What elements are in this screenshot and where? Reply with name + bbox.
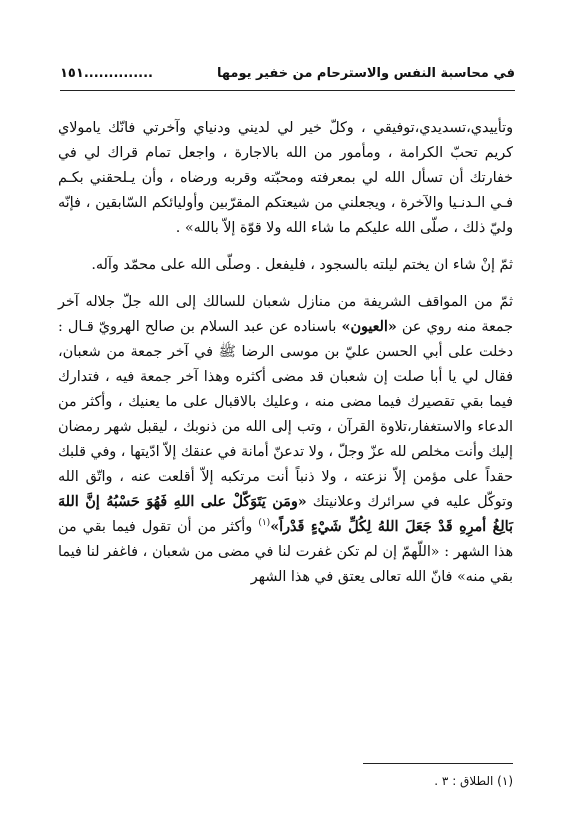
header-dots: .............. <box>83 66 153 81</box>
paragraph-3-intro: ثمّ من المواقف الشريفة من منازل شعبان للسالك إلى الله جلّ جلاله آخر جمعة منه روي عن <box>58 294 513 335</box>
quran-verse: «ومَن يَتَوَكّلْ على اللهِ فَهُوَ حَسْبُهُ إنَّ اللهَ بَالِغُ أمرِهِ قَدْ جَعَلَ اللهُ لِكُلِّ شَيْءٍ قَدْراً» <box>58 494 513 535</box>
paragraph-3-narration: باسناده عن عبد السلام بن صالح الهرويّ قـال : دخلت على أبي الحسن عليّ بن موسى الرضا ﷺ في آخر جمعة من شعبان، فقال لي يا أبا صلت إن شعبان قد مضى أكثره وهذا آخر جمعة فيه ، فتدارك فيما بقي تقصيرك فيما مضى منه ، وعليك بالاقبال على ما يعنيك ، وأكثر من الدعاء والاستغفار،تلاوة القرآن ، وتب إلى الله من ذنوبك ، ليقبل شهر رمضان إليك وأنت مخلص لله عزّ وجلّ ، ولا تدعنّ أمانة في عنقك إلاّ ادّيتها ، وفي قلبك حقداً على مؤمن إلاّ نزعته ، ولا ذنباً أنت مرتكبه إلاّ أقلعت عنه ، واتّق الله وتوكّل عليه في سرائرك وعلانيتك <box>58 319 514 510</box>
paragraph-2: ثمّ إنْ شاء ان يختم ليلته بالسجود ، فليفعل . وصلّى الله على محمّد وآله. <box>91 257 513 273</box>
running-header <box>60 62 515 86</box>
page-number: ١٥١ <box>60 66 84 81</box>
paragraph-1: وتأييدي،تسديدي،توفيقي ، وكلّ خير لي لديني ودنياي وآخرتي فانّك يامولاي كريم تحبّ الكرامة ، ومأمور من الله بالاجارة ، واجعل تمام قراك لي في خفارتك أن تسأل الله لي بمعرفته ومحبّته وقربه ورضاه ، وأن يـلحقني بكـم فـي الـدنـيا والآخرة ، ويجعلني من شيعتكم المقرّبين وأوليائكم السّابقين ، فإنّه وليّ ذلك ، صلّى الله عليكم ما شاء الله ولا قوّة إلاّ بالله» . <box>58 120 513 236</box>
header-title: في محاسبة النفس والاسترحام من خفير يومها <box>216 66 515 81</box>
footnote: (١) الطلاق : ٣ . <box>434 774 513 788</box>
paragraph-3 <box>58 290 513 590</box>
source-title: «العيون» <box>341 319 397 335</box>
footnote-rule <box>363 763 513 764</box>
footnote-ref: (١) <box>258 518 271 529</box>
body-text <box>58 116 513 590</box>
header-page-ref <box>60 62 153 86</box>
paragraph-3-ending: وأكثر من أن تقول فيما بقي من هذا الشهر : «اللّهمّ إن لم تكن غفرت لنا في مضى من شعبان ، فاغفر لنا فيما بقي منه» فانّ الله تعالى يعتق في هذا الشهر <box>58 519 513 585</box>
header-rule <box>60 90 515 91</box>
